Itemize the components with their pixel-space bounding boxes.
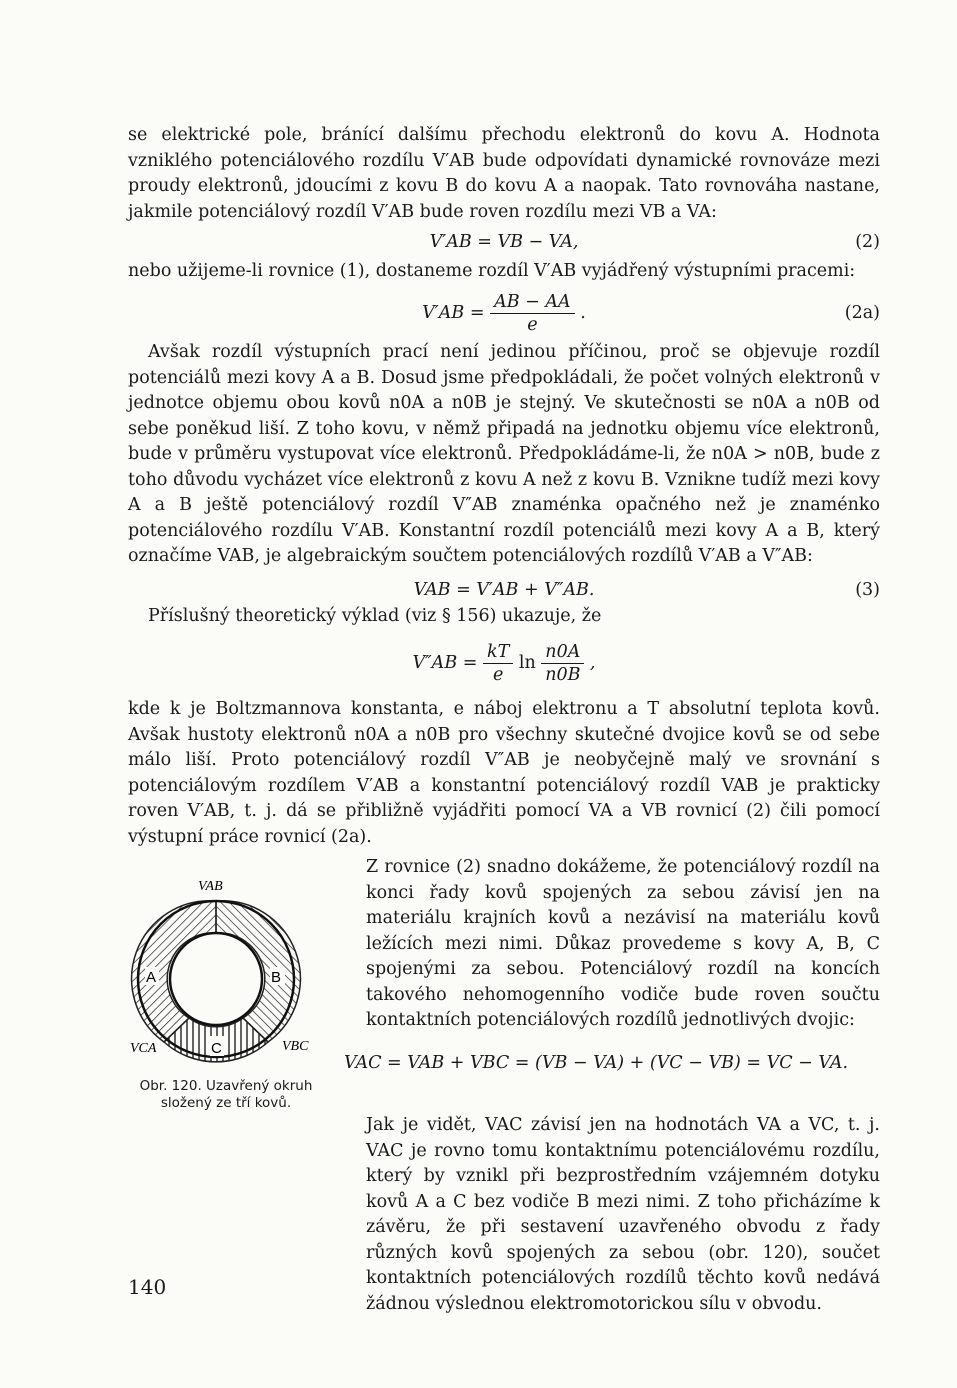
fraction-density-ratio: $\frac{n0A}{n0B}$ <box>541 641 584 686</box>
label-b: B <box>271 969 282 986</box>
fraction: $\frac{AB - AA}{e}$ <box>490 291 575 336</box>
fraction-kt-over-e: $\frac{kT}{e}$ <box>483 641 513 686</box>
paragraph-intro: se elektrické pole, bránící dalšímu přechodu elektronů do kovu A. Hodnota vzniklého potenciálového rozdílu V′AB bude odpovídati dynamické rovnováze mezi proudy elektronů, jdoucími z kovu B do kovu A a naopak. Tato rovnováha nastane, jakmile potenciálový rozdíl V′AB bude roven rozdílu mezi VB a VA: <box>128 125 880 222</box>
paragraph-work-functions: nebo užijeme-li rovnice (1), dostaneme rozdíl V′AB vyjádřený výstupními pracemi: <box>128 261 856 281</box>
label-vbc: VBC <box>282 1039 309 1054</box>
equation-2: V′AB = VB − VA, (2) <box>128 229 880 255</box>
label-vab: VAB <box>198 879 223 894</box>
equation-2a: V′AB = $\frac{AB - AA}{e}$ . (2a) <box>422 292 880 335</box>
page-number: 140 <box>128 1275 167 1299</box>
label-vca: VCA <box>130 1041 157 1056</box>
equation-vac: VAC = VAB + VBC = (VB − VA) + (VC − VB) = VC − VA. <box>344 1053 849 1073</box>
paragraph-boltzmann: kde k je Boltzmannova konstanta, e náboj elektronu a T absolutní teplota kovů. Avšak hustoty elektronů n0A a n0B pro všechny skutečné dvojice kovů se od sebe málo liší. Proto potenciálový rozdíl V″AB je neobyčejně malý ve srovnání s potenciálovým rozdílem V′AB a konstantní potenciálový rozdíl VAB je prakticky roven V′AB, t. j. dá se přibližně vyjádřiti pomocí VA a VB rovnicí (2) čili pomocí výstupní práce rovnicí (2a). <box>128 699 880 847</box>
equation-number: (2a) <box>844 303 880 323</box>
paragraph-conclusion: Jak je vidět, VAC závisí jen na hodnotách VA a VC, t. j. VAC je rovno tomu kontaktnímu potenciálovému rozdílu, který by vznikl při bezprostředním vzájemném dotyku kovů A a C bez vodiče B mezi nimi. Z toho přicházíme k závěru, že při sestavení uzavřeného obvodu z řady různých kovů spojených za sebou (obr. 120), součet kontaktních potenciálových rozdílů těchto kovů nedává žádnou výslednou elektromotorickou sílu v obvodu. <box>366 1115 880 1314</box>
paragraph-series-metals: Z rovnice (2) snadno dokážeme, že potenciálový rozdíl na konci řady kovů spojených za sebou závisí jen na materiálu krajních kovů a nezávisí na materiálu kovů ležících mezi nimi. Důkaz provedeme s kovy A, B, C spojenými za sebou. Potenciálový rozdíl na koncích takového nehomogenního vodiče bude roven součtu kontaktních potenciálových rozdílů jednotlivých dvojic: <box>366 857 880 1030</box>
figure-caption: Obr. 120. Uzavřený okruh složený ze tří kovů. <box>139 1078 313 1111</box>
paragraph-density: Avšak rozdíl výstupních prací není jedinou příčinou, proč se objevuje rozdíl potenciálů mezi kovy A a B. Dosud jsme předpokládali, že počet volných elektronů v jednotce objemu obou kovů n0A a n0B je stejný. Ve skutečnosti se n0A a n0B od sebe poněkud liší. Z toho kovu, v němž připadá na jednotku objemu více elektronů, bude v průměru vystupovat více elektronů. Předpokládáme-li, že n0A > n0B, bude z toho důvodu vycházet více elektronů z kovu A než z kovu B. Vznikne tudíž mezi kovy A a B ještě potenciálový rozdíl V″AB znaménka opačného než je znaménko potenciálového rozdílu V′AB. Konstantní rozdíl potenciálů mezi kovy A a B, který označíme VAB, je algebraickým součtem potenciálových rozdílů V′AB a V″AB: <box>128 342 880 566</box>
equation-number: (2) <box>855 232 880 252</box>
equation-number: (3) <box>855 580 880 600</box>
paragraph-theory: Příslušný theoretický výklad (viz § 156) ukazuje, že <box>148 606 602 626</box>
label-c: C <box>211 1040 222 1057</box>
label-a: A <box>146 969 157 986</box>
equation-4: V″AB = $\frac{kT}{e}$ ln $\frac{n0A}{n0B}$ , <box>412 642 596 685</box>
equation-3: VAB = V′AB + V″AB. (3) <box>128 577 880 603</box>
